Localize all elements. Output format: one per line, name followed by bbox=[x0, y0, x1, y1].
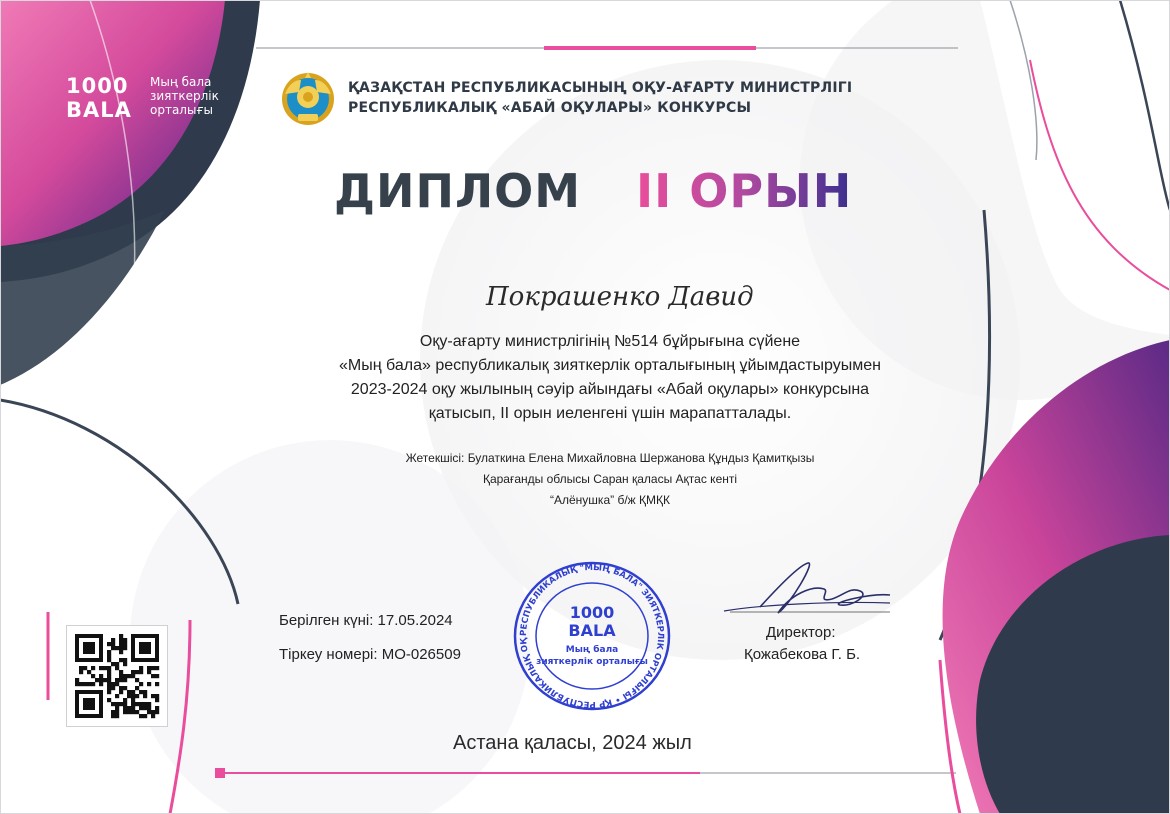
recipient-name: Покрашенко Давид bbox=[486, 282, 754, 312]
diploma-title: ДИПЛОМ bbox=[334, 164, 582, 218]
kazakhstan-emblem-icon bbox=[281, 70, 335, 128]
logo-number: 1000 bbox=[66, 74, 129, 98]
stamp-seal-icon bbox=[512, 560, 672, 712]
logo-1000-bala bbox=[66, 74, 219, 126]
details-block bbox=[330, 448, 890, 511]
stamp-word: BALA bbox=[568, 621, 616, 640]
award-line-1: Оқу-ағарту министрлігінің №514 бұйрығына сүйене bbox=[419, 333, 801, 350]
header-contest: РЕСПУБЛИКАЛЫҚ «АБАЙ ОҚУЛАРЫ» КОНКУРСЫ bbox=[348, 100, 752, 116]
stamp-ring-text: РЕСПУБЛИКАЛЫҚ "МЫҢ БАЛА" ЗИЯТКЕРЛІК ОРТАЛЫҒЫ • ҚР РЕСПУБЛИКАЛЫҚ ОҚ bbox=[518, 562, 666, 710]
signer-role: Директор: bbox=[766, 624, 836, 641]
supervisor-line: Жетекшісі: Булаткина Елена Михайловна Шержанова Құндыз Қамитқызы bbox=[405, 451, 815, 465]
registration-number: Тіркеу номері: МО-026509 bbox=[279, 646, 461, 663]
stamp-caption-line-2: зияткерлік орталығы bbox=[536, 657, 648, 667]
logo-word: BALA bbox=[66, 98, 132, 122]
award-line-2: «Мың бала» республикалық зияткерлік орталығының ұйымдастыруымен bbox=[339, 357, 881, 374]
organization-line: “Алёнушка” б/ж ҚМҚК bbox=[550, 493, 670, 507]
signer-name: Қожабекова Г. Б. bbox=[744, 646, 861, 663]
signature-icon bbox=[720, 555, 900, 625]
stamp-caption-line-1: Мың бала bbox=[565, 645, 619, 655]
place-title: II ОРЫН bbox=[636, 164, 853, 218]
logo-caption-line-3: орталығы bbox=[150, 103, 214, 117]
logo-caption-line-1: Мың бала bbox=[150, 75, 212, 89]
issue-place-year: Астана қаласы, 2024 жыл bbox=[453, 732, 692, 754]
header-ministry: ҚАЗАҚСТАН РЕСПУБЛИКАСЫНЫҢ ОҚУ-АҒАРТУ МИНИСТРЛІГІ bbox=[348, 80, 853, 96]
issue-date: Берілген күні: 17.05.2024 bbox=[279, 612, 453, 629]
logo-caption-line-2: зияткерлік bbox=[150, 89, 219, 103]
award-text bbox=[290, 330, 930, 426]
qr-code-icon bbox=[66, 625, 168, 727]
award-line-4: қатысып, II орын иеленгені үшін марапатталады. bbox=[428, 405, 792, 422]
award-line-3: 2023-2024 оқу жылының сәуір айындағы «Абай оқулары» конкурсына bbox=[350, 381, 870, 398]
location-line: Қарағанды облысы Саран қаласы Ақтас кенті bbox=[482, 472, 738, 486]
stamp-number: 1000 bbox=[569, 603, 615, 622]
